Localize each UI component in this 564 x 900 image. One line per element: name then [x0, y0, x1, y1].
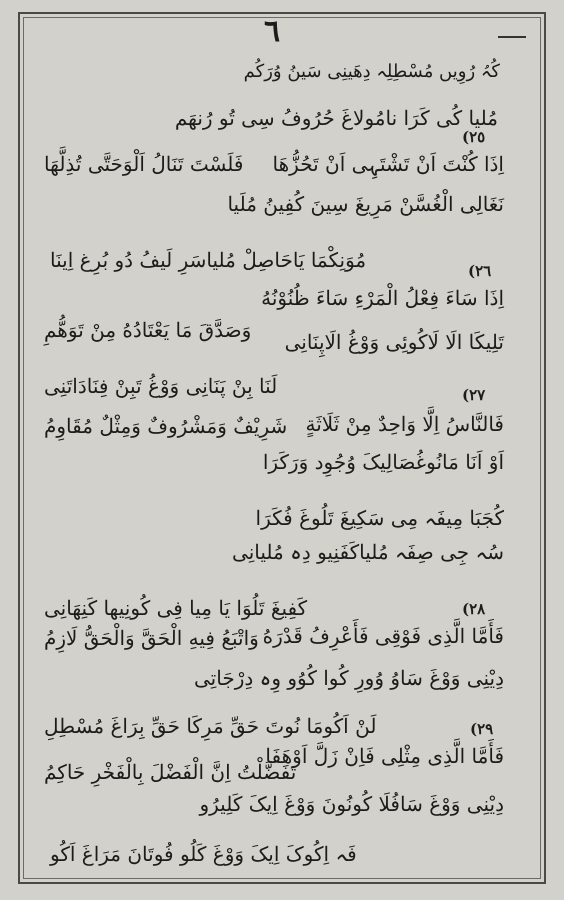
verse-number: (٢٥	[462, 128, 486, 146]
verse-hemistich-second: وَاتْبَعُ فِیهِ الْحَقَّ وَالْحَقُّ لَازِمُ	[44, 626, 259, 650]
translation-line: لَنْ اَکُومَا نُوتَ حَقِّ مَرِکَا حَقِّ بِرَاغَ مُسْطِلِ	[44, 714, 377, 738]
heading-line: کُہُ رُوِیں مُسْطِلِہ دِھَینِی سَینُ وُرَکُم	[243, 61, 500, 82]
verse-hemistich-second: وَصَدَّقَ مَا یَعْتَادُهُ مِنْ تَوَهُّمِ	[44, 318, 252, 342]
translation-line: کَفِیغَ تَلُوَا یَا مِیا فِی کُونِیھا کَنِھَانِی	[44, 596, 308, 620]
translation-line: دِیْنِی وَوْغَ سَافُلَا کُونُونَ وَوْغَ اِیکَ کَلِیرُو	[199, 792, 504, 816]
verse-hemistich-first: فَالنَّاسُ اِلَّا وَاحِدٌ مِنْ ثَلَاثَةٍ	[305, 412, 504, 436]
verse-number: (٢٨	[462, 600, 486, 618]
verse-hemistich-second: فَلَسْتَ تَنَالُ اَلْوَحَتَّی تُذِلَّهَا	[44, 152, 244, 176]
verse-hemistich-first: فَأَمَّا الَّذِی مِثْلِی فَاِنْ زَلَّ اَوْهَفَا	[265, 744, 504, 768]
translation-line: اَوْ اَنَا مَانُوغُصَالِیکَ وُجُوِد وَرَکَرَا	[262, 450, 504, 474]
verse-number: (٢٦	[468, 262, 492, 280]
page-number: ٦	[263, 14, 281, 49]
verse-hemistich-first: اِذَا کُنْتَ اَنْ تَشْتَہِی اَنْ تَحُزُّهَا	[272, 152, 504, 176]
translation-line: نَغَالِی الْغُسَّنْ مَرِیغَ سِینَ کُفِینُ مُلَیا	[227, 192, 504, 216]
translation-line: مُوَنِکْمَا یَاحَاصِلْ مُلیاسَرِ لَیفُ دُو بُرِغ اِینَا	[50, 248, 367, 272]
translation-line: فَہ اِکُوکَ اِیکَ وَوْغَ کَلُو فُوتَانَ مَرَاغَ اَکُو	[50, 842, 357, 866]
verse-number: (٢٩	[470, 720, 494, 738]
translation-line: سُہ جِی صِفَہ مُلیاکَفَنِیو دِہ مُلیانِی	[232, 540, 504, 564]
verse-hemistich-first: اِذَا سَاءَ فِعْلُ الْمَرْءِ سَاءَ ظُنُوْنُهُ	[261, 286, 504, 310]
translation-line: کُجَبَا مِیفَہ مِی سَکِیغَ تَلُوغَ فُکَرَا	[255, 506, 504, 530]
translation-line: تَلِیکَا الَا لَاکُوئِی وَوْغُ الَاپِنَانِی	[284, 330, 504, 354]
verse-number: (٢٧	[462, 386, 486, 404]
verse-hemistich-first: فَأَمَّا الَّذِی فَوْقِی فَأَعْرِفُ قَدْرَهُ	[262, 624, 504, 648]
translation-line: لَنَا بِنْ پَنَانِی وَوْغُ تَبِنْ فِنَادَاتَنِی	[44, 374, 278, 398]
translation-line: دِیْنِی وَوْغَ سَاوُ وُورِ کُوا کُوُو وِہ دِرْجَاتِی	[194, 666, 504, 690]
verse-hemistich-second: شَرِیْفٌ وَمَشْرُوفٌ وَمِثْلٌ مُقَاوِمُ	[44, 414, 288, 438]
corner-dash	[498, 36, 526, 38]
translation-line: مُلیا کُی کَرَا نامُولاغَ حُرُوفُ سِی تُو رُنھَم	[174, 106, 498, 130]
verse-hemistich-second: تَفَضَّلْتُ اِنَّ الْفَضْلَ بِالْفَخْرِ حَاکِمُ	[44, 760, 297, 784]
